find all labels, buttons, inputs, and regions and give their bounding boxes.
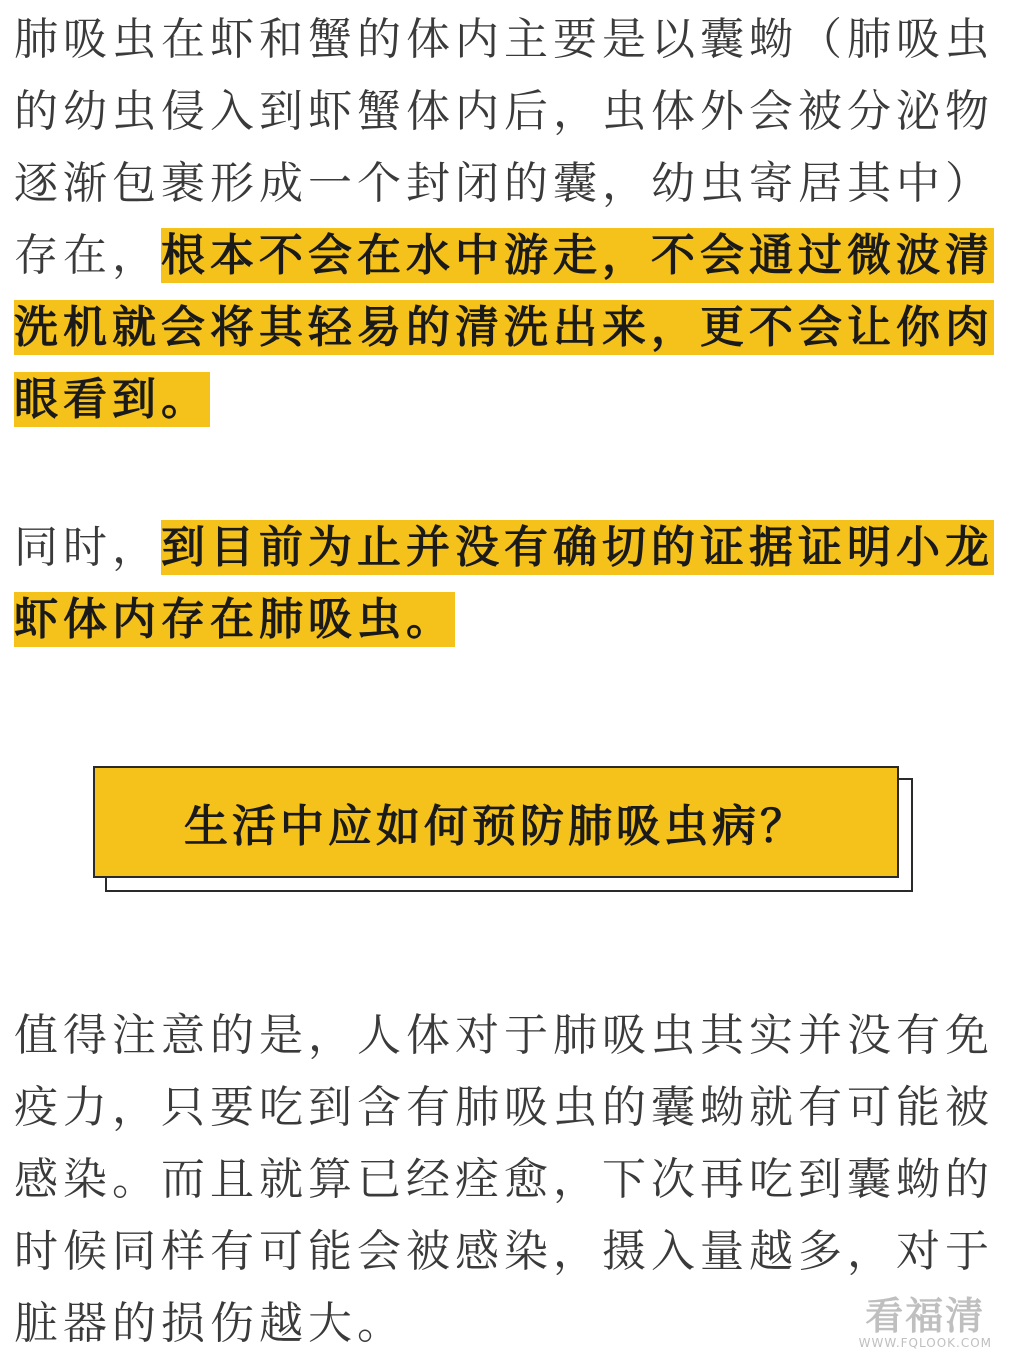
highlighted-text: 虾体内存在肺吸虫。 [14,594,455,645]
site-watermark [859,1296,992,1350]
watermark-logo-text: 看福清 [865,1294,986,1338]
text-line: 脏器的损伤越大。 [14,1298,406,1349]
highlighted-text: 眼看到。 [14,374,210,425]
text-line: 疫力，只要吃到含有肺吸虫的囊蚴就有可能被 [14,1082,994,1133]
watermark-url: WWW.FQLOOK.COM [858,1336,992,1350]
heading-title: 生活中应如何预防肺吸虫病？ [184,801,808,852]
text-line [14,364,1006,436]
text-line: 的幼虫侵入到虾蟹体内后，虫体外会被分泌物 [14,86,994,137]
paragraph-lungfluke-cyst [14,4,1006,436]
text-line: 感染。而且就算已经痊愈，下次再吃到囊蚴的 [14,1154,994,1205]
highlighted-text: 根本不会在水中游走，不会通过微波清 [161,230,994,281]
section-heading [93,766,915,894]
text-line: 时候同样有可能会被感染，摄入量越多，对于 [14,1226,994,1277]
text-line: 值得注意的是，人体对于肺吸虫其实并没有免 [14,1010,994,1061]
plain-text: 同时， [14,522,161,573]
text-line [14,584,1006,656]
text-line [14,512,1006,584]
highlighted-text: 洗机就会将其轻易的清洗出来，更不会让你肉 [14,302,994,353]
text-line [14,220,1006,292]
heading-box [93,766,899,878]
text-line: 逐渐包裹形成一个封闭的囊，幼虫寄居其中） [14,158,994,209]
text-line: 肺吸虫在虾和蟹的体内主要是以囊蚴（肺吸虫 [14,14,994,65]
plain-text: 存在， [14,230,161,281]
paragraph-immunity [14,1000,1006,1360]
text-line [14,292,1006,364]
highlighted-text: 到目前为止并没有确切的证据证明小龙 [161,522,994,573]
paragraph-no-evidence [14,512,1006,656]
